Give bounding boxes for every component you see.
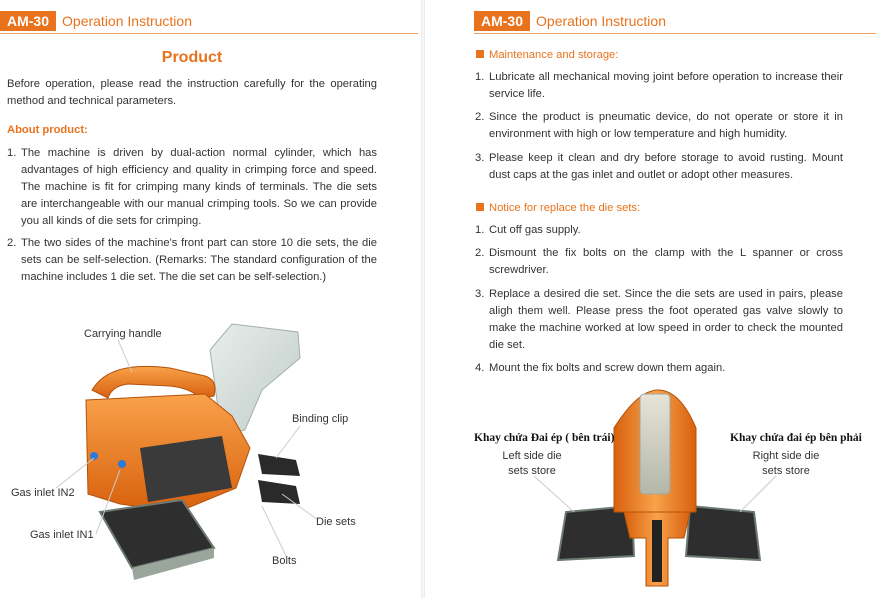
about-item-1 — [7, 145, 377, 230]
left-page-header — [0, 11, 418, 31]
item-text: The machine is driven by dual-action normal cylinder, which has advantages of high efficiency and quality in crimping force and speed. The machine is fit for crimping many kinds of terminals. The die sets are interchangeable with our manual crimping tools. So we can provide you all kinds of die sets for crimping. — [21, 147, 377, 227]
die-sets-label: Die sets — [316, 516, 356, 528]
machine-front-illustration — [428, 388, 876, 598]
header-title: Operation Instruction — [536, 13, 666, 29]
about-item-2 — [7, 235, 377, 286]
notice-item-2: 2. Dismount the fix bolts on the clamp with the L spanner or cross screwdriver. — [475, 247, 843, 276]
notice-item-1: 1. Cut off gas supply. — [475, 224, 581, 236]
model-badge: AM-30 — [0, 11, 56, 31]
binding-clip-label: Binding clip — [292, 413, 349, 425]
maintenance-item-2: 2. Since the product is pneumatic device, do not operate or store it in environment with high or low temperature and high humidity. — [475, 111, 843, 140]
notice-item-4: 4. Mount the fix bolts and screw down them again. — [475, 362, 726, 374]
machine-side-illustration — [0, 298, 418, 598]
gas-inlet-in1-label: Gas inlet IN1 — [30, 529, 94, 541]
header-rule — [0, 33, 418, 34]
item-number: 1. — [7, 147, 17, 159]
right-side-store-label: Right side die sets store — [752, 450, 820, 477]
model-badge: AM-30 — [474, 11, 530, 31]
left-tray-vietnamese-label: Khay chứa Đai ép ( bên trái) — [474, 432, 615, 444]
left-side-store-label: Left side die sets store — [502, 450, 562, 477]
header-title: Operation Instruction — [62, 13, 192, 29]
gas-inlet-in2-label: Gas inlet IN2 — [11, 487, 75, 499]
notice-item-3: 3. Replace a desired die set. Since the die sets are used in pairs, please aligh them well. Please press the foot operated gas valve slowly to make the machine worked at low speed in order to check the mounted die set. — [475, 288, 843, 351]
item-text: The two sides of the machine's front part can store 10 die sets, the die sets can be self-selection. (Remarks: The standard configuration of the machine includes 1 die set. The die set can be self-selection.) — [21, 237, 377, 283]
item-number: 2. — [7, 237, 17, 249]
bolts-label: Bolts — [272, 555, 297, 567]
right-page — [428, 0, 876, 598]
header-rule — [474, 33, 876, 34]
about-product-heading: About product: — [7, 124, 88, 136]
intro-paragraph: Before operation, please read the instruction carefully for the operating method and technical parameters. — [7, 78, 377, 107]
right-page-header — [474, 11, 876, 31]
product-title: Product — [161, 49, 223, 66]
book-spine — [421, 0, 425, 598]
carrying-handle-label: Carrying handle — [84, 328, 162, 340]
maintenance-heading: Maintenance and storage: — [476, 49, 618, 61]
notice-heading: Notice for replace the die sets: — [476, 202, 640, 214]
maintenance-item-1: 1. Lubricate all mechanical moving joint before operation to increase their service life. — [475, 71, 843, 100]
left-page — [0, 0, 418, 598]
maintenance-item-3: 3. Please keep it clean and dry before storage to avoid rusting. Mount dust caps at the gas inlet and outlet or adopt other measures. — [475, 152, 843, 181]
orange-square-icon — [476, 203, 484, 211]
right-tray-vietnamese-label: Khay chứa đai ép bên phải — [730, 432, 862, 444]
orange-square-icon — [476, 50, 484, 58]
